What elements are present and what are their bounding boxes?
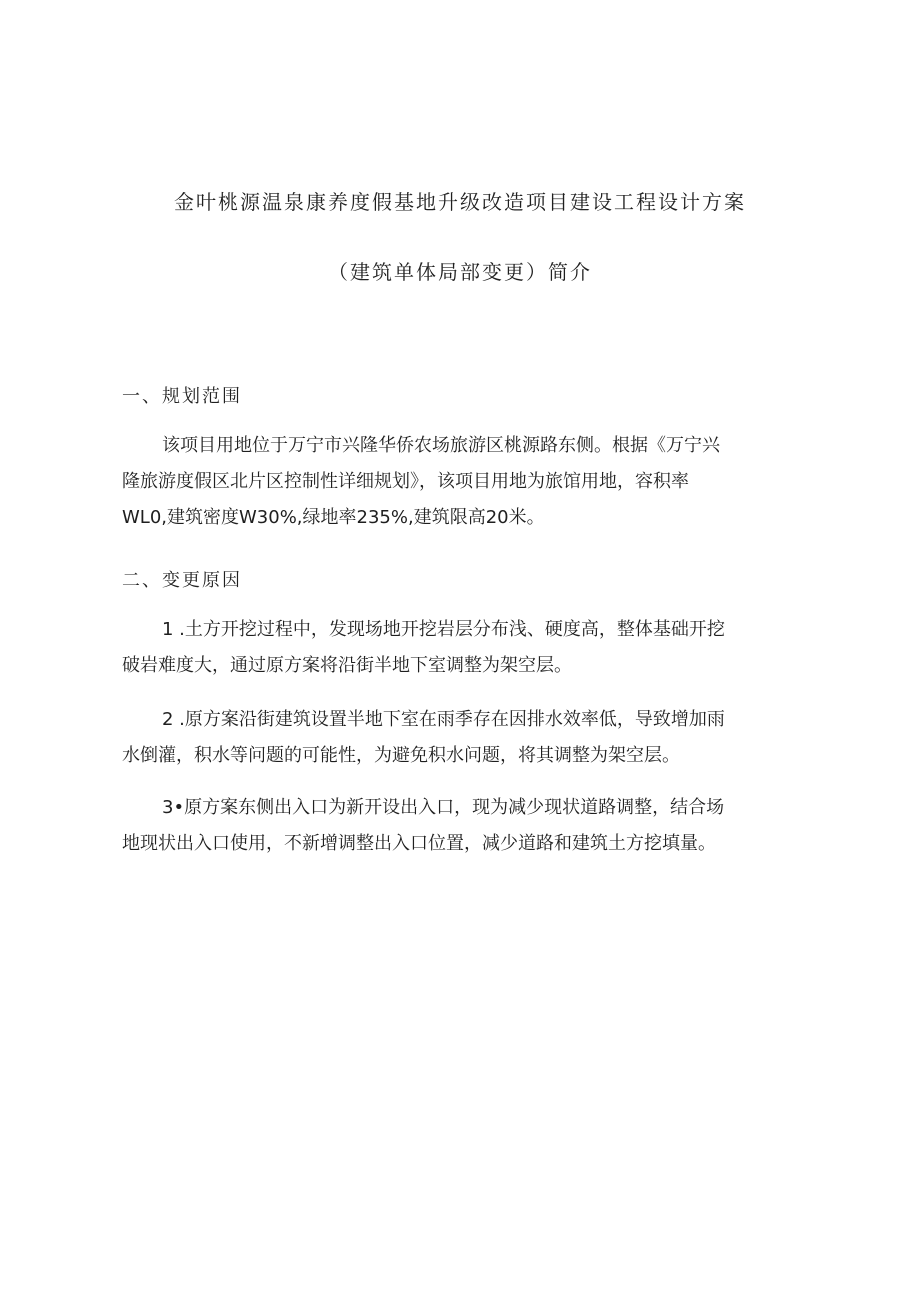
section-heading-planning-scope: 一、规划范围 <box>122 386 242 407</box>
document-title-line-2: （建筑单体局部变更）简介 <box>328 260 592 284</box>
paragraph-reason-1: 1 .土方开挖过程中，发现场地开挖岩层分布浅、硬度高，整体基础开挖 破岩难度大，通过原方案将沿街半地下室调整为架空层。 <box>122 619 725 676</box>
document-title-line-1: 金叶桃源温泉康养度假基地升级改造项目建设工程设计方案 <box>174 190 746 214</box>
section-heading-change-reasons: 二、变更原因 <box>122 570 242 591</box>
paragraph-reason-2: 2 .原方案沿街建筑设置半地下室在雨季存在因排水效率低，导致增加雨 水倒灌，积水等问题的可能性，为避免积水问题，将其调整为架空层。 <box>122 709 725 766</box>
paragraph-planning-scope: 该项目用地位于万宁市兴隆华侨农场旅游区桃源路东侧。根据《万宁兴 隆旅游度假区北片区控制性详细规划》，该项目用地为旅馆用地，容积率 WL0,建筑密度W30%,绿地率235%,建筑限高20米。 <box>122 435 720 528</box>
paragraph-reason-3: 3•原方案东侧出入口为新开设出入口，现为减少现状道路调整，结合场 地现状出入口使用，不新增调整出入口位置，减少道路和建筑土方挖填量。 <box>122 797 725 854</box>
